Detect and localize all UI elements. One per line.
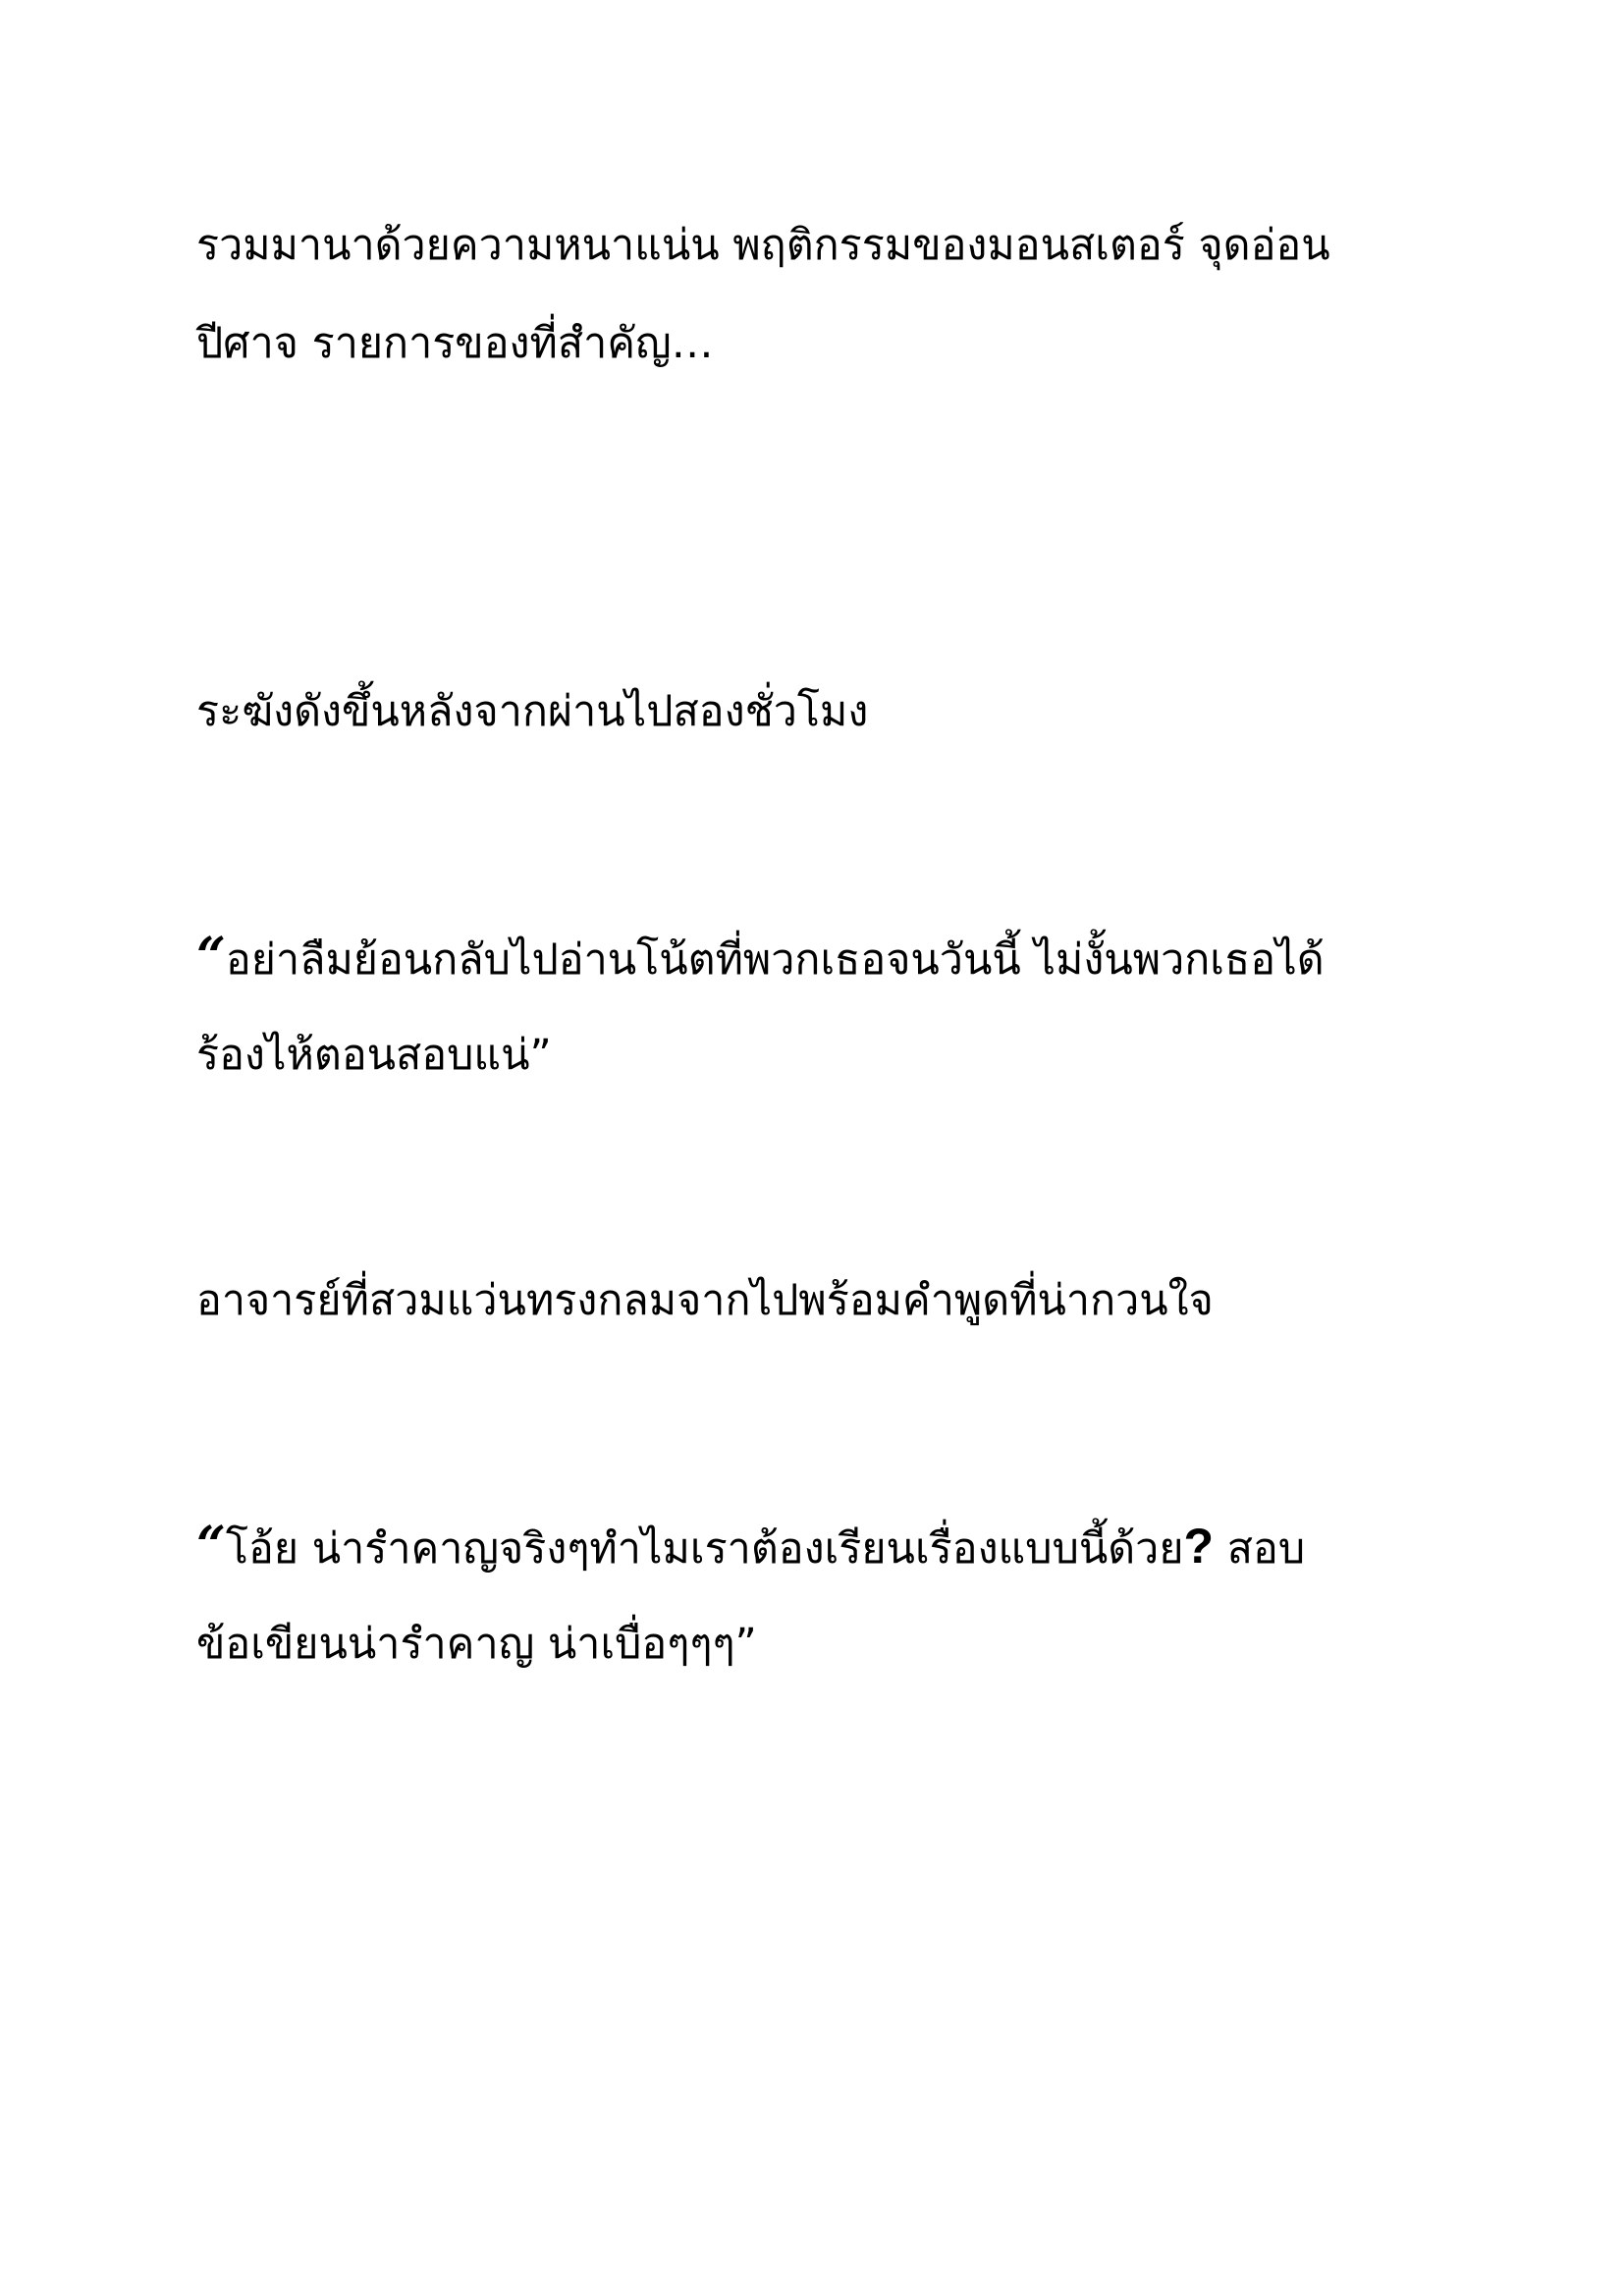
paragraph-1-line-1: รวมมานาด้วยความหนาแน่น พฤติกรรมของมอนสเตอร์ จุดอ่อน — [196, 221, 1330, 270]
dialogue-text-continued: สอบ — [1214, 1524, 1306, 1574]
paragraph-5-line-1 — [196, 1517, 1305, 1578]
paragraph-3-line-1 — [196, 928, 1325, 989]
opening-quote-mark: “ — [196, 1516, 226, 1575]
paragraph-1-line-2: ปีศาจ รายการของที่สำคัญ… — [196, 319, 714, 368]
paragraph-2-line-1: ระฆังดังขึ้นหลังจากผ่านไปสองชั่วโมง — [196, 687, 869, 736]
dialogue-text: อย่าลืมย้อนกลับไปอ่านโน้ตที่พวกเธอจนวันนี้ ไม่งั้นพวกเธอได้ — [225, 935, 1325, 985]
question-mark: ? — [1183, 1519, 1215, 1574]
paragraph-3-line-2: ร้องไห้ตอนสอบแน่” — [196, 1031, 552, 1080]
opening-quote-mark: “ — [196, 927, 226, 987]
paragraph-5-line-2: ข้อเขียนน่ารำคาญ น่าเบื่อๆๆๆ” — [196, 1620, 757, 1669]
paragraph-4-line-1: อาจารย์ที่สวมแว่นทรงกลมจากไปพร้อมคำพูดที่น่ากวนใจ — [196, 1276, 1214, 1325]
dialogue-text: โอ้ย น่ารำคาญจริงๆทำไมเราต้องเรียนเรื่องแบบนี้ด้วย — [225, 1524, 1184, 1574]
